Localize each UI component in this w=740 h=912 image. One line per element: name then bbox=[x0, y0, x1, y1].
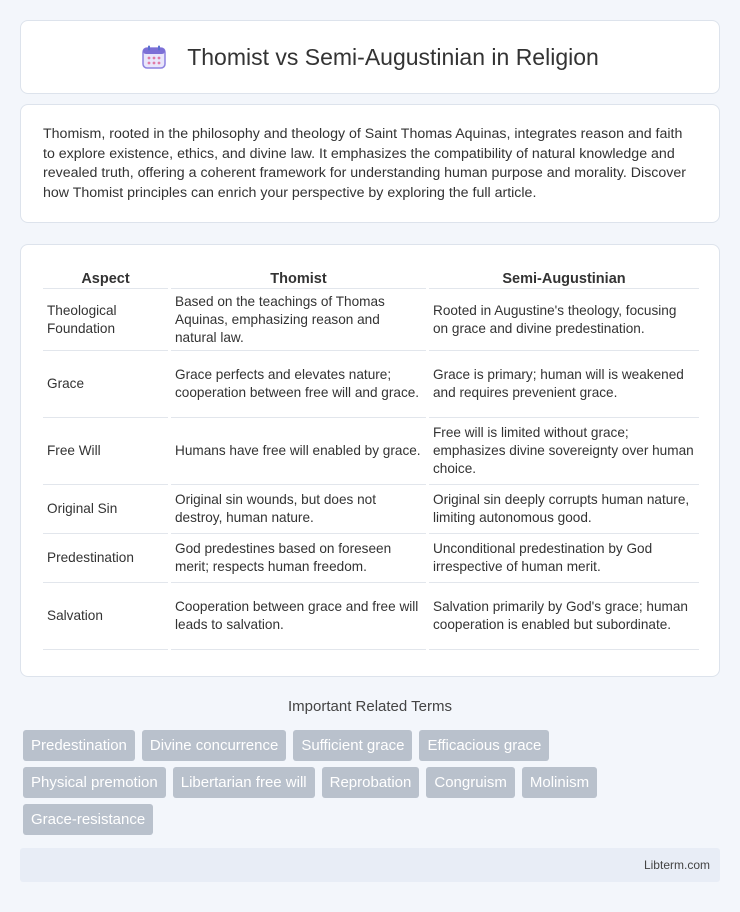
aspect-cell: Grace bbox=[43, 351, 168, 418]
comparison-table bbox=[40, 266, 702, 650]
related-term-tag[interactable]: Physical premotion bbox=[23, 767, 166, 798]
related-terms-title: Important Related Terms bbox=[288, 698, 452, 715]
table-row bbox=[43, 351, 699, 418]
calendar-icon bbox=[141, 44, 167, 70]
related-term-tag[interactable]: Predestination bbox=[23, 730, 135, 761]
thomist-cell: God predestines based on foreseen merit; respects human freedom. bbox=[171, 534, 426, 583]
page-title: Thomist vs Semi-Augustinian in Religion bbox=[187, 43, 599, 70]
thomist-cell: Humans have free will enabled by grace. bbox=[171, 418, 426, 485]
related-term-tag[interactable]: Efficacious grace bbox=[419, 730, 549, 761]
related-term-tag[interactable]: Sufficient grace bbox=[293, 730, 412, 761]
header-thomist: Thomist bbox=[171, 266, 426, 289]
semi-augustinian-cell: Free will is limited without grace; emphasizes divine sovereignty over human choice. bbox=[429, 418, 699, 485]
footer-site-link[interactable]: Libterm.com bbox=[643, 858, 710, 872]
aspect-cell: Original Sin bbox=[43, 485, 168, 534]
related-term-tag[interactable]: Libertarian free will bbox=[173, 767, 315, 798]
intro-text: Thomism, rooted in the philosophy and theology of Saint Thomas Aquinas, integrates reason and faith to explore existence, ethics, and divine law. It emphasizes the compatibility of natural knowledge and revealed truth, offering a coherent framework for understanding human purpose and morality. Discover how Thomist principles can enrich your perspective by exploring the full article. bbox=[43, 126, 686, 201]
thomist-cell: Original sin wounds, but does not destroy, human nature. bbox=[171, 485, 426, 534]
table-row bbox=[43, 485, 699, 534]
thomist-cell: Cooperation between grace and free will leads to salvation. bbox=[171, 583, 426, 650]
related-terms-list bbox=[23, 730, 703, 841]
footer bbox=[20, 848, 720, 882]
thomist-cell: Grace perfects and elevates nature; cooperation between free will and grace. bbox=[171, 351, 426, 418]
semi-augustinian-cell: Grace is primary; human will is weakened and requires prevenient grace. bbox=[429, 351, 699, 418]
header-card bbox=[20, 20, 720, 94]
related-term-tag[interactable]: Divine concurrence bbox=[142, 730, 286, 761]
intro-card bbox=[20, 104, 720, 223]
related-term-tag[interactable]: Reprobation bbox=[322, 767, 420, 798]
semi-augustinian-cell: Salvation primarily by God's grace; human cooperation is enabled but subordinate. bbox=[429, 583, 699, 650]
header-aspect: Aspect bbox=[43, 266, 168, 289]
aspect-cell: Theological Foundation bbox=[43, 289, 168, 351]
aspect-cell: Predestination bbox=[43, 534, 168, 583]
header-semi-augustinian: Semi-Augustinian bbox=[429, 266, 699, 289]
thomist-cell: Based on the teachings of Thomas Aquinas, emphasizing reason and natural law. bbox=[171, 289, 426, 351]
related-term-tag[interactable]: Molinism bbox=[522, 767, 597, 798]
table-row bbox=[43, 583, 699, 650]
comparison-table-card bbox=[20, 244, 720, 677]
semi-augustinian-cell: Original sin deeply corrupts human nature, limiting autonomous good. bbox=[429, 485, 699, 534]
table-row bbox=[43, 534, 699, 583]
aspect-cell: Free Will bbox=[43, 418, 168, 485]
table-header-row bbox=[43, 266, 699, 289]
aspect-cell: Salvation bbox=[43, 583, 168, 650]
table-row bbox=[43, 418, 699, 485]
semi-augustinian-cell: Unconditional predestination by God irrespective of human merit. bbox=[429, 534, 699, 583]
table-row bbox=[43, 289, 699, 351]
semi-augustinian-cell: Rooted in Augustine's theology, focusing on grace and divine predestination. bbox=[429, 289, 699, 351]
related-term-tag[interactable]: Congruism bbox=[426, 767, 515, 798]
related-term-tag[interactable]: Grace-resistance bbox=[23, 804, 153, 835]
